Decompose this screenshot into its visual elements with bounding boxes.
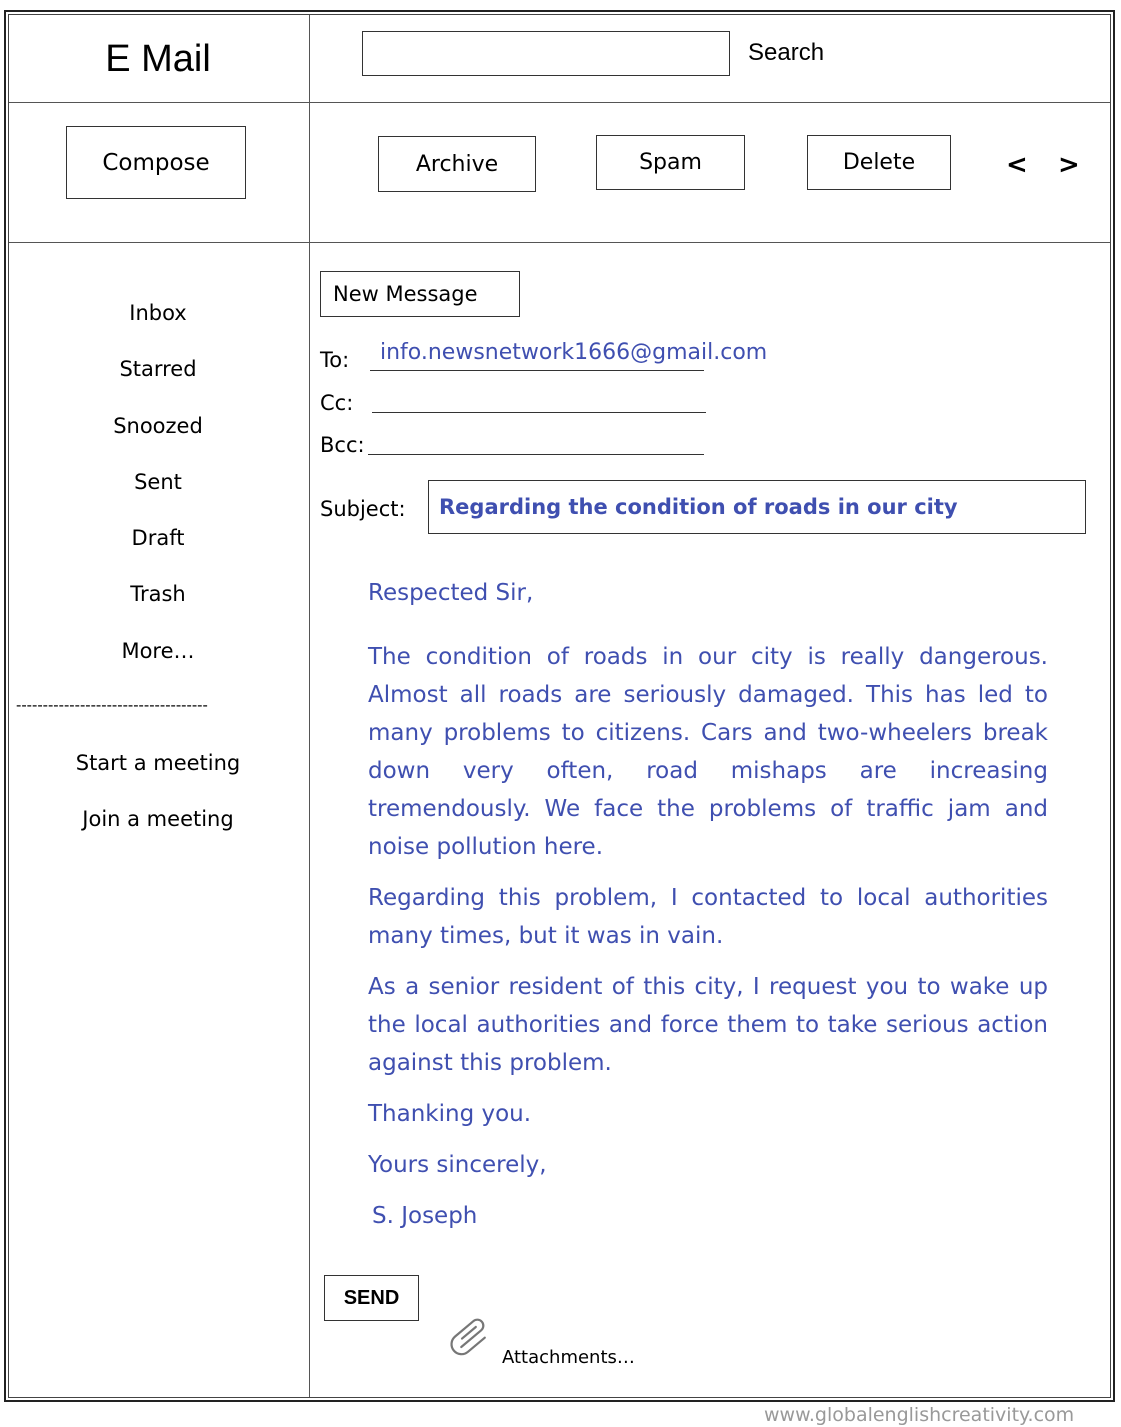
sidebar-divider: ------------------------------------: [16, 697, 208, 714]
column-divider: [309, 15, 310, 1397]
spam-button[interactable]: Spam: [596, 135, 745, 190]
subject-label: Subject:: [320, 497, 406, 521]
to-label: To:: [320, 348, 350, 372]
subject-field[interactable]: Regarding the condition of roads in our city: [428, 480, 1086, 534]
paperclip-icon[interactable]: [450, 1318, 494, 1358]
body-paragraph-1: The condition of roads in our city is really dangerous. Almost all roads are seriously damaged. This has led to many problems to citizens. Cars and two-wheelers break down very often, road mishaps are increasing tremendously. We face the problems of traffic jam and noise pollution here.: [368, 644, 1048, 860]
send-button[interactable]: SEND: [324, 1275, 419, 1321]
body-salutation: Respected Sir,: [368, 580, 534, 606]
bcc-label: Bcc:: [320, 433, 365, 457]
attachments-link[interactable]: Attachments…: [502, 1347, 635, 1368]
sidebar-item-sent[interactable]: Sent: [134, 470, 182, 494]
watermark: www.globalenglishcreativity.com: [764, 1404, 1075, 1426]
sidebar-item-draft[interactable]: Draft: [131, 526, 185, 550]
to-field-line[interactable]: [370, 370, 704, 371]
body-paragraph-3: As a senior resident of this city, I request you to wake up the local authorities and force them to take serious action against this problem.: [368, 974, 1048, 1076]
toolbar-divider: [9, 242, 1110, 243]
delete-button[interactable]: Delete: [807, 135, 951, 190]
cc-field[interactable]: [372, 412, 706, 413]
search-button[interactable]: Search: [748, 39, 825, 66]
body-paragraph-2: Regarding this problem, I contacted to local authorities many times, but it was in vain.: [368, 885, 1048, 949]
prev-page-button[interactable]: <: [1006, 150, 1028, 180]
app-title: E Mail: [105, 38, 211, 80]
sidebar-item-trash[interactable]: Trash: [130, 582, 186, 606]
header-divider: [9, 102, 1110, 103]
archive-button[interactable]: Archive: [378, 136, 536, 192]
sidebar-item-inbox[interactable]: Inbox: [129, 301, 187, 325]
new-message-title: New Message: [320, 271, 520, 317]
sidebar-item-starred[interactable]: Starred: [119, 357, 197, 381]
start-meeting-link[interactable]: Start a meeting: [75, 751, 241, 775]
next-page-button[interactable]: >: [1058, 150, 1080, 180]
body-closing: Yours sincerely,: [368, 1152, 547, 1178]
body-signature: S. Joseph: [372, 1203, 478, 1229]
bcc-field[interactable]: [368, 454, 704, 455]
search-input[interactable]: [362, 31, 730, 76]
body-thanks: Thanking you.: [368, 1101, 532, 1127]
sidebar-item-more[interactable]: More…: [121, 639, 195, 663]
join-meeting-link[interactable]: Join a meeting: [82, 807, 234, 831]
cc-label: Cc:: [320, 391, 354, 415]
sidebar-item-snoozed[interactable]: Snoozed: [113, 414, 203, 438]
to-field[interactable]: info.newsnetwork1666@gmail.com: [380, 340, 768, 365]
compose-button[interactable]: Compose: [66, 126, 246, 199]
